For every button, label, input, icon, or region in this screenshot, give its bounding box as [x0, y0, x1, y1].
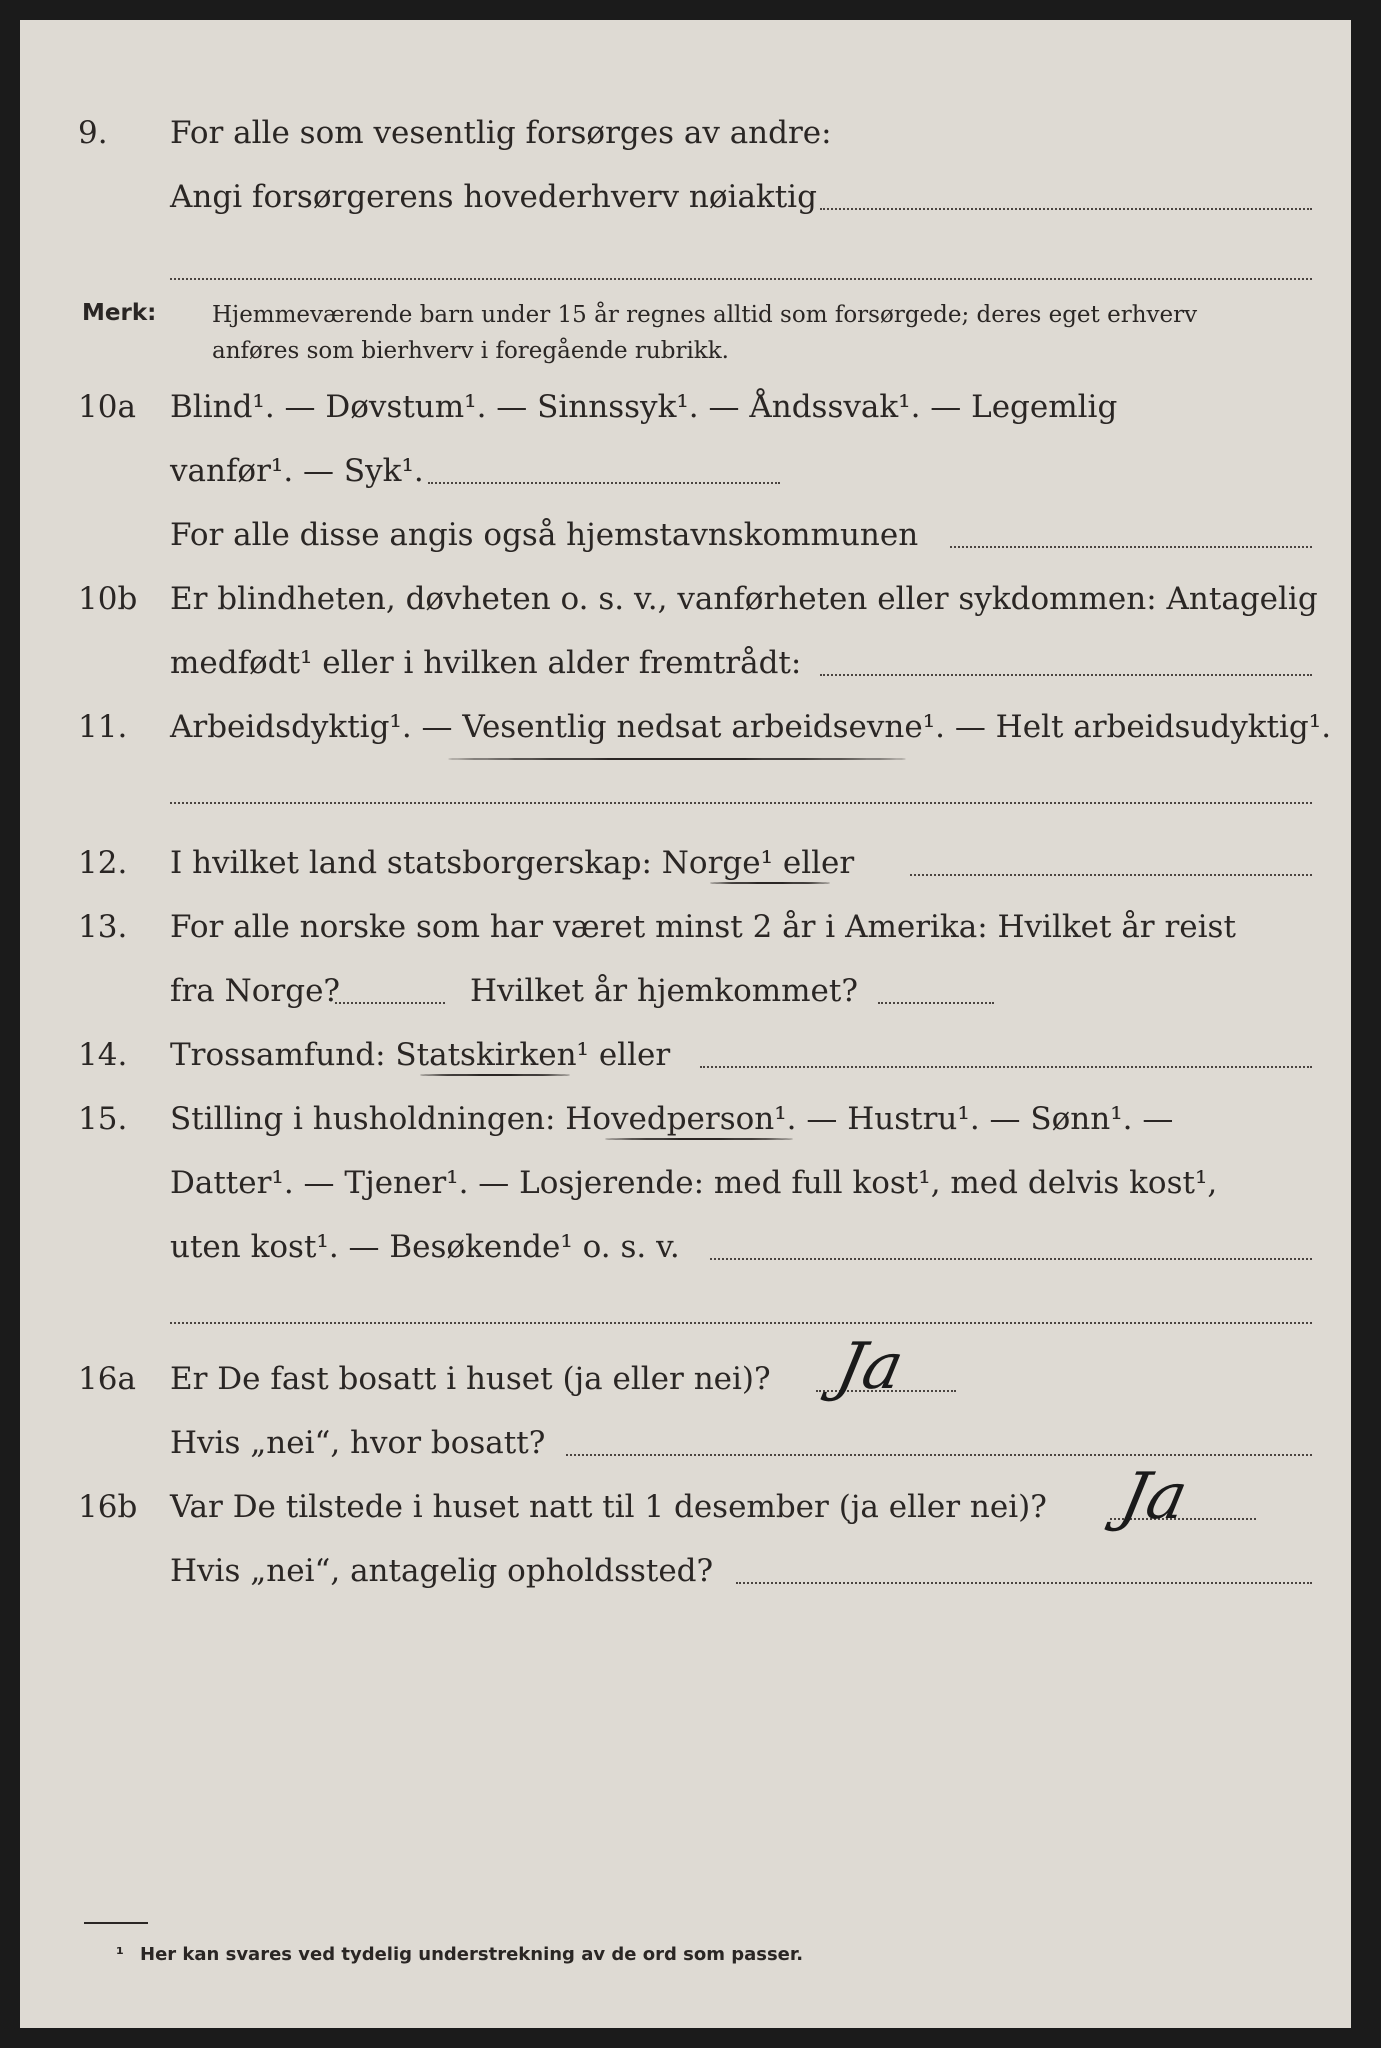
- question-text: I hvilket land statsborgerskap: Norge¹ eller: [170, 845, 855, 881]
- question-10a-line3: [20, 508, 1351, 562]
- footnote-mark: ¹: [116, 1944, 124, 1965]
- question-14: [20, 1028, 1351, 1082]
- question-text: vanfør¹. — Syk¹.: [170, 453, 424, 489]
- question-text: For alle disse angis også hjemstavnskommunen: [170, 517, 919, 553]
- question-10b-line2: [20, 636, 1351, 690]
- answer-line: [820, 674, 1312, 676]
- question-text: For alle norske som har været minst 2 år i Amerika: Hvilket år reist: [170, 909, 1236, 945]
- answer-line: [950, 546, 1312, 548]
- question-number: 13.: [78, 909, 128, 945]
- question-text: Datter¹. — Tjener¹. — Losjerende: med full kost¹, med delvis kost¹,: [170, 1165, 1218, 1201]
- handwritten-answer: Ja: [830, 1330, 910, 1404]
- footnote-rule: [84, 1922, 148, 1924]
- question-text: Hvilket år hjemkommet?: [470, 973, 858, 1009]
- question-10b: [20, 572, 1351, 626]
- answer-line: [428, 482, 780, 484]
- answer-line: [820, 208, 1312, 210]
- handwritten-underline: [710, 882, 830, 884]
- question-10a: [20, 380, 1351, 434]
- question-text: Arbeidsdyktig¹. — Vesentlig nedsat arbeidsevne¹. — Helt arbeidsudyktig¹.: [170, 709, 1332, 745]
- question-text: medfødt¹ eller i hvilken alder fremtrådt:: [170, 645, 802, 681]
- answer-line: [566, 1454, 1312, 1456]
- question-11: [20, 700, 1351, 754]
- question-text: Blind¹. — Døvstum¹. — Sinnssyk¹. — Åndssvak¹. — Legemlig: [170, 389, 1118, 425]
- question-9: [20, 106, 1351, 160]
- question-13: [20, 900, 1351, 954]
- question-text: Var De tilstede i huset natt til 1 desember (ja eller nei)?: [170, 1489, 1047, 1525]
- question-number: 12.: [78, 845, 128, 881]
- question-12: [20, 836, 1351, 890]
- question-text: Er blindheten, døvheten o. s. v., vanførheten eller sykdommen: Antagelig: [170, 581, 1318, 617]
- question-text: Stilling i husholdningen: Hovedperson¹. — Hustru¹. — Sønn¹. —: [170, 1101, 1174, 1137]
- question-number: 10b: [78, 581, 138, 617]
- question-text: Er De fast bosatt i huset (ja eller nei)?: [170, 1361, 771, 1397]
- question-15-line2: [20, 1156, 1351, 1210]
- question-number: 14.: [78, 1037, 128, 1073]
- answer-line: [170, 278, 1312, 280]
- answer-line: [910, 874, 1312, 876]
- merk-label: Merk:: [82, 300, 157, 326]
- answer-line: [335, 1002, 445, 1004]
- question-16b-line2: [20, 1544, 1351, 1598]
- handwritten-answer: Ja: [1114, 1460, 1194, 1534]
- question-number: 9.: [78, 115, 108, 151]
- answer-line: [710, 1258, 1312, 1260]
- footnote-text: Her kan svares ved tydelig understrekning av de ord som passer.: [140, 1944, 804, 1965]
- answer-line: [700, 1066, 1312, 1068]
- merk-text: Hjemmeværende barn under 15 år regnes alltid som forsørgede; deres eget erhverv: [212, 302, 1198, 328]
- question-text: Hvis „nei“, antagelig opholdssted?: [170, 1553, 714, 1589]
- question-13-line2: [20, 964, 1351, 1018]
- handwritten-underline: [605, 1138, 793, 1140]
- question-10a-line2: [20, 444, 1351, 498]
- question-number: 16b: [78, 1489, 138, 1525]
- handwritten-underline: [448, 758, 906, 760]
- merk-text: anføres som bierhverv i foregående rubrikk.: [212, 338, 729, 364]
- question-number: 16a: [78, 1361, 136, 1397]
- question-text: Hvis „nei“, hvor bosatt?: [170, 1425, 546, 1461]
- question-number: 10a: [78, 389, 136, 425]
- question-16a: [20, 1352, 1351, 1406]
- question-number: 15.: [78, 1101, 128, 1137]
- question-text: uten kost¹. — Besøkende¹ o. s. v.: [170, 1229, 680, 1265]
- question-text: Angi forsørgerens hovederhverv nøiaktig: [170, 179, 817, 215]
- census-form-page: [20, 20, 1351, 2028]
- answer-line: [736, 1582, 1312, 1584]
- answer-line: [170, 802, 1312, 804]
- handwritten-underline: [420, 1074, 570, 1076]
- answer-line: [878, 1002, 994, 1004]
- answer-line: [170, 1322, 1312, 1324]
- question-text: Trossamfund: Statskirken¹ eller: [170, 1037, 671, 1073]
- question-number: 11.: [78, 709, 128, 745]
- question-15-line3: [20, 1220, 1351, 1274]
- question-text: For alle som vesentlig forsørges av andre:: [170, 115, 832, 151]
- question-text: fra Norge?: [170, 973, 341, 1009]
- question-9-line2: [20, 170, 1351, 224]
